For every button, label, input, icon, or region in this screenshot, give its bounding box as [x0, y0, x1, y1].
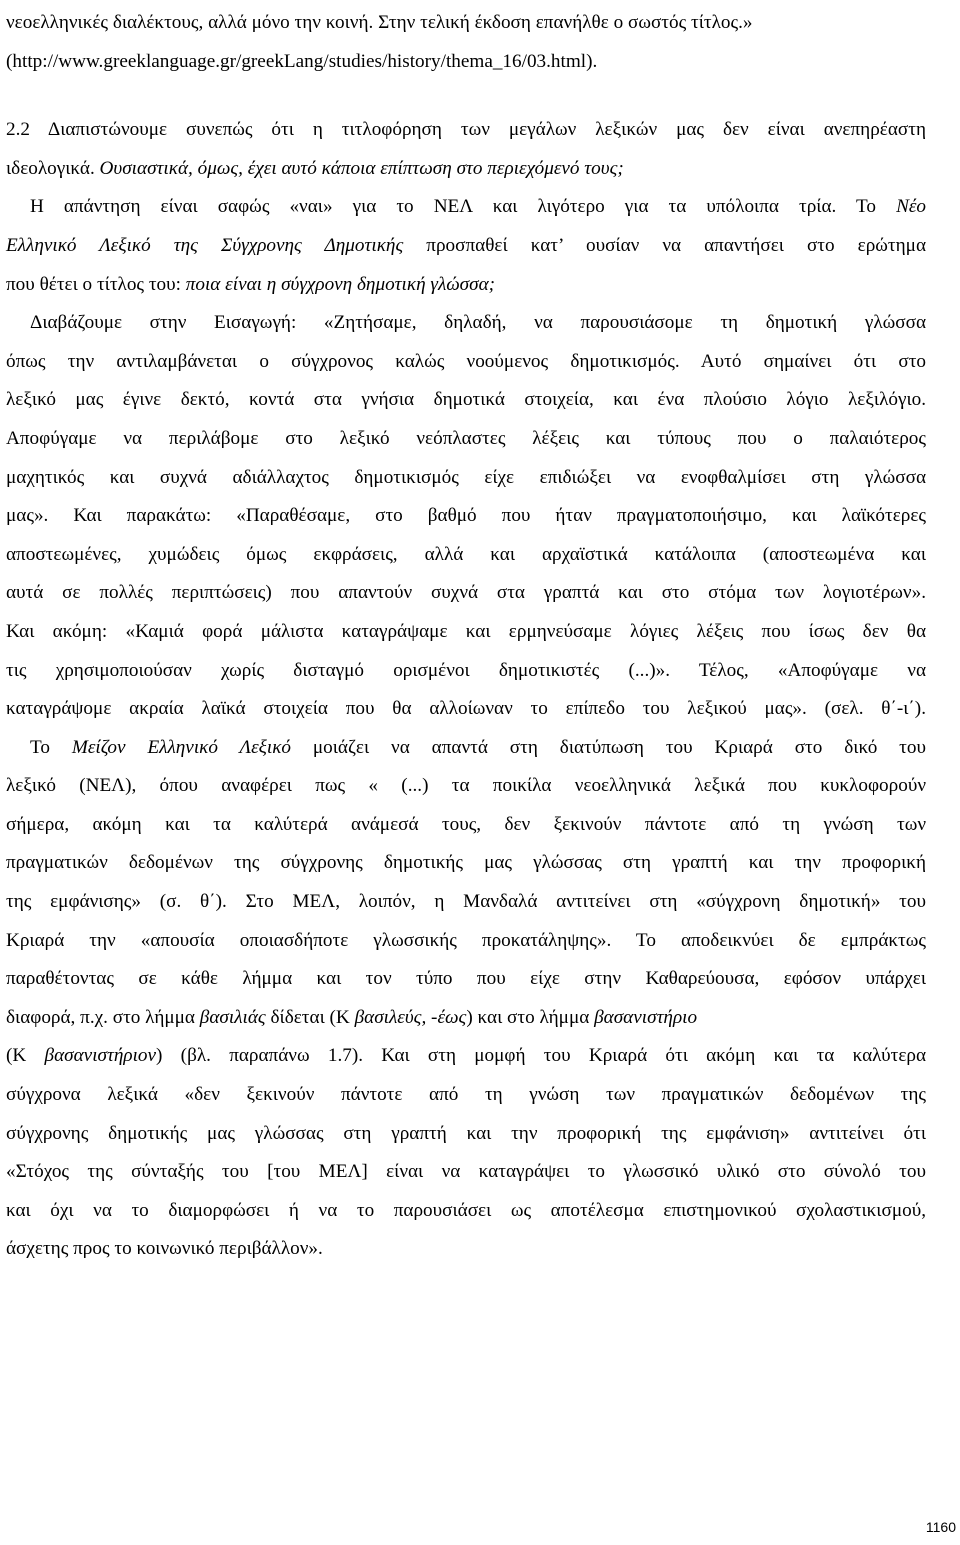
text-line [6, 43, 926, 82]
text-line [6, 999, 926, 1038]
italic-run: βασιλεύς, -έως [354, 1006, 467, 1028]
italic-run: βασανιστήριο [594, 1006, 698, 1028]
text-run: αυτά σε πολλές περιπτώσεις) που απαντούν συχνά στα γραπτά και στο στόμα των λογιοτέρων». [6, 582, 926, 604]
text-line [6, 381, 926, 420]
text-run: 2.2 Διαπιστώνουμε συνεπώς ότι η τιτλοφόρηση των μεγάλων λεξικών μας δεν είναι ανεπηρέαστη [6, 119, 926, 141]
italic-run: βασανιστήριον [44, 1045, 157, 1067]
text-line [6, 188, 926, 227]
text-run: μοιάζει να απαντά στη διατύπωση του Κριαρά στο δικό του [291, 736, 926, 758]
text-run: σήμερα, ακόμη και τα καλύτερά ανάμεσά τους, δεν ξεκινούν πάντοτε από τη γνώση των [6, 813, 926, 835]
italic-run: Ουσιαστικά, όμως, έχει αυτό κάποια επίπτωση στο περιεχόμενό τους; [99, 157, 624, 179]
text-run: Και ακόμη: «Καμιά φορά μάλιστα καταγράψαμε και ερμηνεύσαμε λόγιες λέξεις που ίσως δεν θα [6, 620, 926, 642]
body-text [6, 4, 926, 1269]
text-run: πραγματικών δεδομένων της σύγχρονης δημοτικής μας γλώσσας στη γραπτή και την προφορική [6, 852, 926, 874]
text-run: διαφορά, π.χ. στο λήμμα [6, 1006, 200, 1028]
paragraph-gap [6, 81, 926, 111]
text-run: Κριαρά την «απουσία οποιασδήποτε γλωσσικής προκατάληψης». Το αποδεικνύει δε εμπράκτως [6, 929, 926, 951]
text-line [6, 960, 926, 999]
text-line [6, 536, 926, 575]
text-run: σύγχρονα λεξικά «δεν ξεκινούν πάντοτε από τη γνώση των πραγματικών δεδομένων της [6, 1084, 926, 1106]
text-line [6, 613, 926, 652]
italic-run: Νέο [896, 196, 927, 218]
text-run: ) και στο λήμμα [466, 1006, 595, 1028]
text-run: λεξικό (ΝΕΛ), όπου αναφέρει πως « (...) τα ποικίλα νεοελληνικά λεξικά που κυκλοφορούν [6, 775, 926, 797]
text-run: όπως την αντιλαμβάνεται ο σύγχρονος καλώς νοούμενος δημοτικισμός. Αυτό σημαίνει ότι στο [6, 350, 926, 372]
text-run: που θέτει ο τίτλος του: [6, 273, 186, 295]
text-line [6, 420, 926, 459]
text-run: ιδεολογικά. [6, 157, 100, 179]
italic-run: βασιλιάς [199, 1006, 266, 1028]
text-run: αποστεωμένες, χυμώδεις όμως εκφράσεις, αλλά και αρχαϊστικά κατάλοιπα (αποστεωμένα και [6, 543, 926, 565]
text-line [6, 111, 926, 150]
text-run: λεξικό μας έγινε δεκτό, κοντά στα γνήσια δημοτικά στοιχεία, και ένα πλούσιο λόγιο λεξιλόγιο. [6, 389, 926, 411]
text-run: άσχετης προς το κοινωνικό περιβάλλον». [6, 1238, 323, 1260]
text-run: (http://www.greeklanguage.gr/greekLang/studies/history/thema_16/03.html). [6, 50, 598, 72]
text-line [6, 690, 926, 729]
text-line [6, 459, 926, 498]
text-run: Αποφύγαμε να περιλάβομε στο λεξικό νεόπλαστες λέξεις και τύπους που ο παλαιότερος [6, 427, 926, 449]
text-line [6, 574, 926, 613]
text-run: Η απάντηση είναι σαφώς «ναι» για το ΝΕΛ και λιγότερο για τα υπόλοιπα τρία. Το [30, 196, 876, 218]
text-line [6, 4, 926, 43]
text-run: Το [30, 736, 72, 758]
text-line [6, 266, 926, 305]
text-run: καταγράψομε ακραία λαϊκά στοιχεία που θα αλλοίωναν το επίπεδο του λεξικού μας». (σελ. θ΄-ι΄). [6, 698, 926, 720]
text-run: (Κ [6, 1045, 45, 1067]
text-run: προσπαθεί κατ’ ουσίαν να απαντήσει στο ερώτημα [403, 234, 927, 256]
text-line [6, 844, 926, 883]
text-line [6, 150, 926, 189]
text-run: «Στόχος της σύνταξής του [του ΜΕΛ] είναι να καταγράψει το γλωσσικό υλικό στο σύνολό του [6, 1161, 926, 1183]
text-line [6, 806, 926, 845]
text-line [6, 227, 926, 266]
text-run: παραθέτοντας σε κάθε λήμμα και τον τύπο που είχε στην Καθαρεύουσα, εφόσον υπάρχει [6, 968, 926, 990]
text-run: της εμφάνισης» (σ. θ΄). Στο ΜΕΛ, λοιπόν, η Μανδαλά αντιτείνει στη «σύγχρονη δημοτική» του [6, 891, 926, 913]
text-run: νεοελληνικές διαλέκτους, αλλά μόνο την κοινή. Στην τελική έκδοση επανήλθε ο σωστός τίτλος.» [6, 12, 753, 33]
text-run: ) (βλ. παραπάνω 1.7). Και στη μομφή του Κριαρά ότι ακόμη και τα καλύτερα [156, 1045, 927, 1067]
text-line [6, 1230, 926, 1269]
text-line [6, 497, 926, 536]
text-run: δίδεται (Κ [265, 1006, 355, 1028]
italic-run: Μείζον Ελληνικό Λεξικό [71, 736, 291, 758]
text-run: Διαβάζουμε στην Εισαγωγή: «Ζητήσαμε, δηλαδή, να παρουσιάσομε τη δημοτική γλώσσα [30, 312, 926, 334]
text-line [6, 729, 926, 768]
text-line [6, 652, 926, 691]
text-run: σύγχρονης δημοτικής μας γλώσσας στη γραπτή και την προφορική της εμφάνιση» αντιτείνει ότι [6, 1122, 926, 1144]
text-line [6, 922, 926, 961]
text-run: και όχι να το διαμορφώσει ή να το παρουσιάσει ως αποτέλεσμα επιστημονικού σχολαστικισμού, [6, 1199, 926, 1221]
text-line [6, 343, 926, 382]
text-line [6, 883, 926, 922]
text-run: μαχητικός και συχνά αδιάλλαχτος δημοτικισμός είχε επιδιώξει να ενοφθαλμίσει στη γλώσσα [6, 466, 926, 488]
italic-run: ποια είναι η σύγχρονη δημοτική γλώσσα; [185, 273, 496, 295]
text-line [6, 1192, 926, 1231]
text-line [6, 767, 926, 806]
text-run: τις χρησιμοποιούσαν χωρίς δισταγμό ορισμένοι δημοτικιστές (...)». Τέλος, «Αποφύγαμε να [6, 659, 926, 681]
italic-run: Ελληνικό Λεξικό της Σύγχρονης Δημοτικής [6, 234, 404, 256]
text-line [6, 1153, 926, 1192]
text-line [6, 304, 926, 343]
text-line [6, 1076, 926, 1115]
text-run: μας». Και παρακάτω: «Παραθέσαμε, στο βαθμό που ήταν πραγματοποιήσιμο, και λαϊκότερες [6, 505, 926, 527]
text-line [6, 1115, 926, 1154]
text-line [6, 1037, 926, 1076]
page-number: 1160 [925, 1519, 956, 1535]
